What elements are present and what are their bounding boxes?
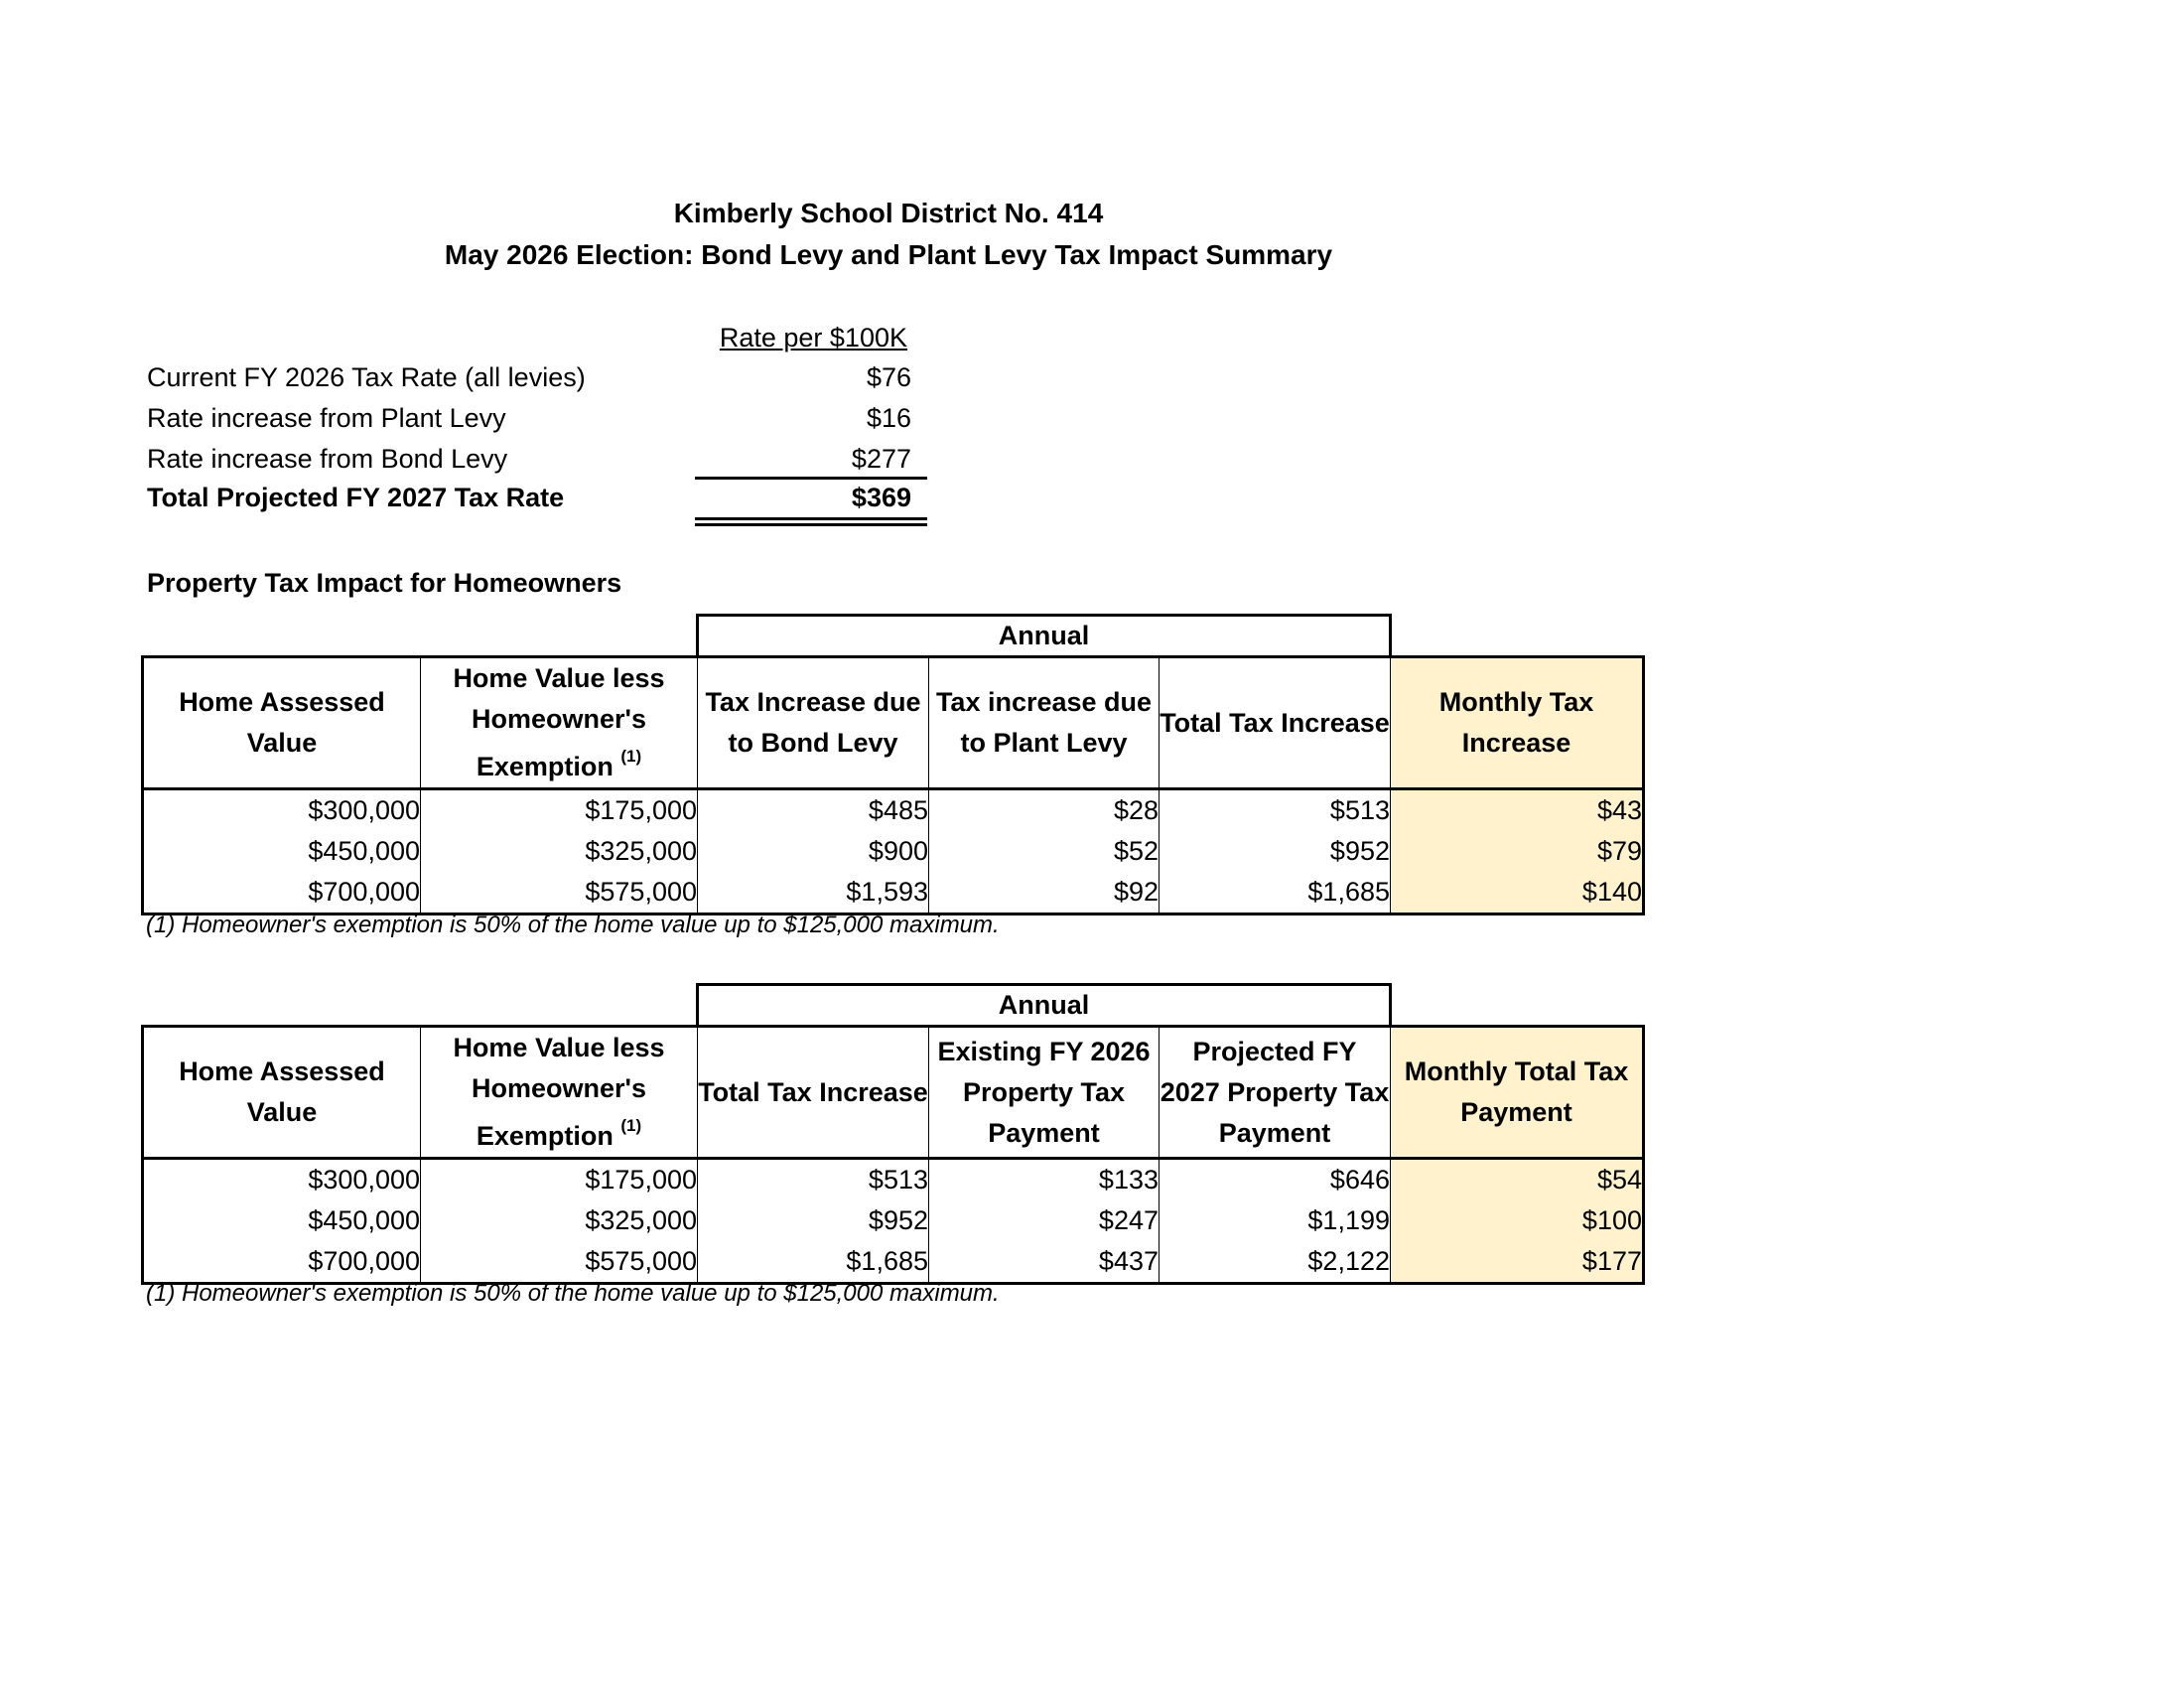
col-header-existing-fy2026 — [929, 1027, 1160, 1159]
section-title: Property Tax Impact for Homeowners — [147, 568, 622, 598]
table-row — [143, 1200, 1644, 1241]
cell-plant-increase: $28 — [929, 789, 1160, 832]
col-header-text: Home Assessed Value — [179, 1056, 385, 1127]
col-header-text: Tax increase due to Plant Levy — [935, 687, 1153, 758]
col-header-text: Home Value less Homeowner's Exemption — [453, 1033, 665, 1151]
col-header-text: Total Tax Increase — [1160, 707, 1390, 738]
cell-total-increase: $513 — [1160, 789, 1391, 832]
cell-monthly-total: $54 — [1391, 1159, 1644, 1201]
col-header-text: Tax Increase due to Bond Levy — [705, 687, 921, 758]
rate-value-bond: $277 — [851, 444, 911, 474]
cell-projected-payment: $2,122 — [1160, 1241, 1391, 1284]
cell-total-increase: $1,685 — [698, 1241, 929, 1284]
col-header-plant-increase — [929, 657, 1160, 789]
rate-value-total: $369 — [851, 483, 911, 512]
table-row — [143, 1159, 1644, 1201]
cell-assessed-value: $450,000 — [143, 831, 421, 872]
cell-projected-payment: $1,199 — [1160, 1200, 1391, 1241]
table-row — [143, 872, 1644, 914]
cell-value-less-exemption: $325,000 — [421, 831, 698, 872]
blank-cell — [143, 616, 698, 657]
subtotal-rule — [695, 477, 927, 480]
total-double-rule-top — [695, 517, 927, 520]
cell-bond-increase: $900 — [698, 831, 929, 872]
table-row — [143, 789, 1644, 832]
cell-plant-increase: $52 — [929, 831, 1160, 872]
rate-label-bond: Rate increase from Bond Levy — [147, 444, 508, 474]
cell-value-less-exemption: $175,000 — [421, 789, 698, 832]
total-double-rule-bottom — [695, 523, 927, 526]
cell-existing-payment: $247 — [929, 1200, 1160, 1241]
rate-value-plant: $16 — [866, 403, 911, 433]
cell-bond-increase: $1,593 — [698, 872, 929, 914]
cell-existing-payment: $133 — [929, 1159, 1160, 1201]
blank-cell — [1391, 616, 1644, 657]
cell-total-increase: $952 — [698, 1200, 929, 1241]
col-header-projected-fy2027 — [1160, 1027, 1391, 1159]
table-row — [143, 1241, 1644, 1284]
document-title: Kimberly School District No. 414 — [673, 198, 1104, 228]
col-header-text: Home Value less Homeowner's Exemption — [453, 663, 665, 781]
cell-total-increase: $1,685 — [1160, 872, 1391, 914]
cell-total-increase: $952 — [1160, 831, 1391, 872]
cell-assessed-value: $450,000 — [143, 1200, 421, 1241]
document-subtitle: May 2026 Election: Bond Levy and Plant Levy Tax Impact Summary — [444, 239, 1333, 270]
cell-existing-payment: $437 — [929, 1241, 1160, 1284]
col-header-monthly-increase — [1391, 657, 1644, 789]
cell-value-less-exemption: $175,000 — [421, 1159, 698, 1201]
col-header-assessed-value — [143, 1027, 421, 1159]
col-header-text: Monthly Total Tax Payment — [1404, 1056, 1629, 1127]
col-header-value-less-exemption — [421, 1027, 698, 1159]
cell-monthly-total: $177 — [1391, 1241, 1644, 1284]
total-payment-table — [141, 983, 1645, 1285]
cell-assessed-value: $300,000 — [143, 1159, 421, 1201]
cell-projected-payment: $646 — [1160, 1159, 1391, 1201]
cell-value-less-exemption: $325,000 — [421, 1200, 698, 1241]
rate-label-plant: Rate increase from Plant Levy — [147, 403, 506, 433]
cell-plant-increase: $92 — [929, 872, 1160, 914]
col-header-total-increase — [698, 1027, 929, 1159]
blank-cell — [143, 985, 698, 1027]
table2-footnote: (1) Homeowner's exemption is 50% of the home value up to $125,000 maximum. — [146, 1280, 1000, 1307]
cell-monthly-increase: $140 — [1391, 872, 1644, 914]
cell-bond-increase: $485 — [698, 789, 929, 832]
table1-footnote: (1) Homeowner's exemption is 50% of the home value up to $125,000 maximum. — [146, 912, 1000, 938]
col-header-text: Total Tax Increase — [698, 1076, 928, 1107]
col-header-value-less-exemption — [421, 657, 698, 789]
rate-label-total: Total Projected FY 2027 Tax Rate — [147, 483, 565, 512]
cell-value-less-exemption: $575,000 — [421, 872, 698, 914]
footnote-marker: (1) — [620, 747, 642, 766]
col-header-bond-increase — [698, 657, 929, 789]
cell-monthly-increase: $79 — [1391, 831, 1644, 872]
cell-assessed-value: $700,000 — [143, 1241, 421, 1284]
rate-label-current: Current FY 2026 Tax Rate (all levies) — [147, 362, 586, 392]
tax-increase-table — [141, 614, 1645, 915]
cell-monthly-increase: $43 — [1391, 789, 1644, 832]
cell-assessed-value: $300,000 — [143, 789, 421, 832]
col-header-monthly-total — [1391, 1027, 1644, 1159]
table-row — [143, 831, 1644, 872]
cell-value-less-exemption: $575,000 — [421, 1241, 698, 1284]
rate-column-header: Rate per $100K — [719, 323, 907, 352]
col-header-total-increase — [1160, 657, 1391, 789]
footnote-marker: (1) — [620, 1116, 642, 1135]
cell-total-increase: $513 — [698, 1159, 929, 1201]
col-header-assessed-value — [143, 657, 421, 789]
rate-value-current: $76 — [866, 362, 911, 392]
cell-assessed-value: $700,000 — [143, 872, 421, 914]
col-header-text: Monthly Tax Increase — [1438, 687, 1594, 758]
annual-group-header: Annual — [698, 616, 1391, 657]
col-header-text: Existing FY 2026 Property Tax Payment — [937, 1036, 1151, 1148]
cell-monthly-total: $100 — [1391, 1200, 1644, 1241]
col-header-text: Projected FY 2027 Property Tax Payment — [1160, 1036, 1390, 1148]
col-header-text: Home Assessed Value — [179, 687, 385, 758]
blank-cell — [1391, 985, 1644, 1027]
annual-group-header: Annual — [698, 985, 1391, 1027]
